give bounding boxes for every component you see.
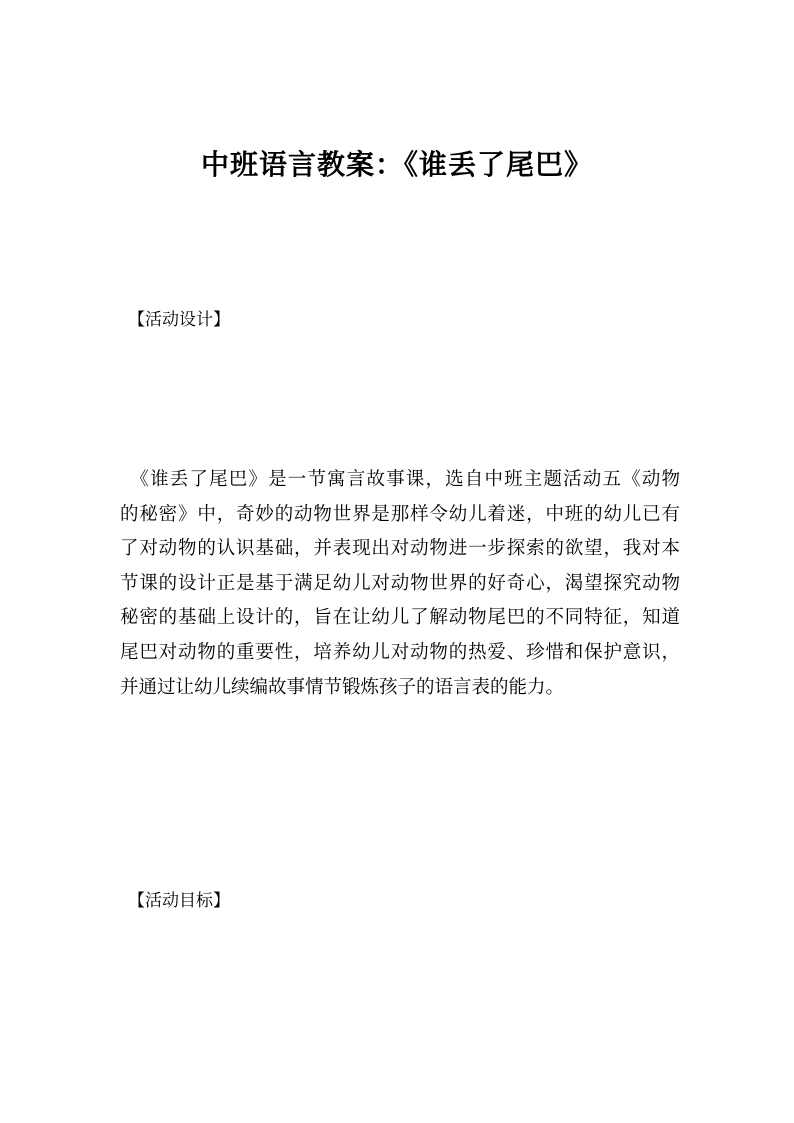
section-heading-activity-design: 【活动设计】: [128, 310, 230, 330]
activity-design-paragraph: [120, 467, 680, 709]
paragraph-line: 了对动物的认识基础，并表现出对动物进一步探索的欲望，我对本: [120, 538, 680, 560]
document-title: 中班语言教案：《谁丢了尾巴》: [200, 148, 593, 181]
paragraph-line: 节课的设计正是基于满足幼儿对动物世界的好奇心，渴望探究动物: [120, 572, 680, 594]
paragraph-line: 的秘密》中，奇妙的动物世界是那样令幼儿着迷，中班的幼儿已有: [120, 503, 680, 525]
paragraph-line: 《谁丢了尾巴》是一节寓言故事课，选自中班主题活动五《动物: [120, 469, 680, 490]
paragraph-line: 并通过让幼儿续编故事情节锻炼孩子的语言表的能力。: [120, 676, 565, 698]
section-heading-activity-goals: 【活动目标】: [128, 891, 230, 911]
paragraph-line: 秘密的基础上设计的，旨在让幼儿了解动物尾巴的不同特征，知道: [120, 607, 680, 629]
paragraph-line: 尾巴对动物的重要性，培养幼儿对动物的热爱、珍惜和保护意识，: [120, 641, 680, 663]
